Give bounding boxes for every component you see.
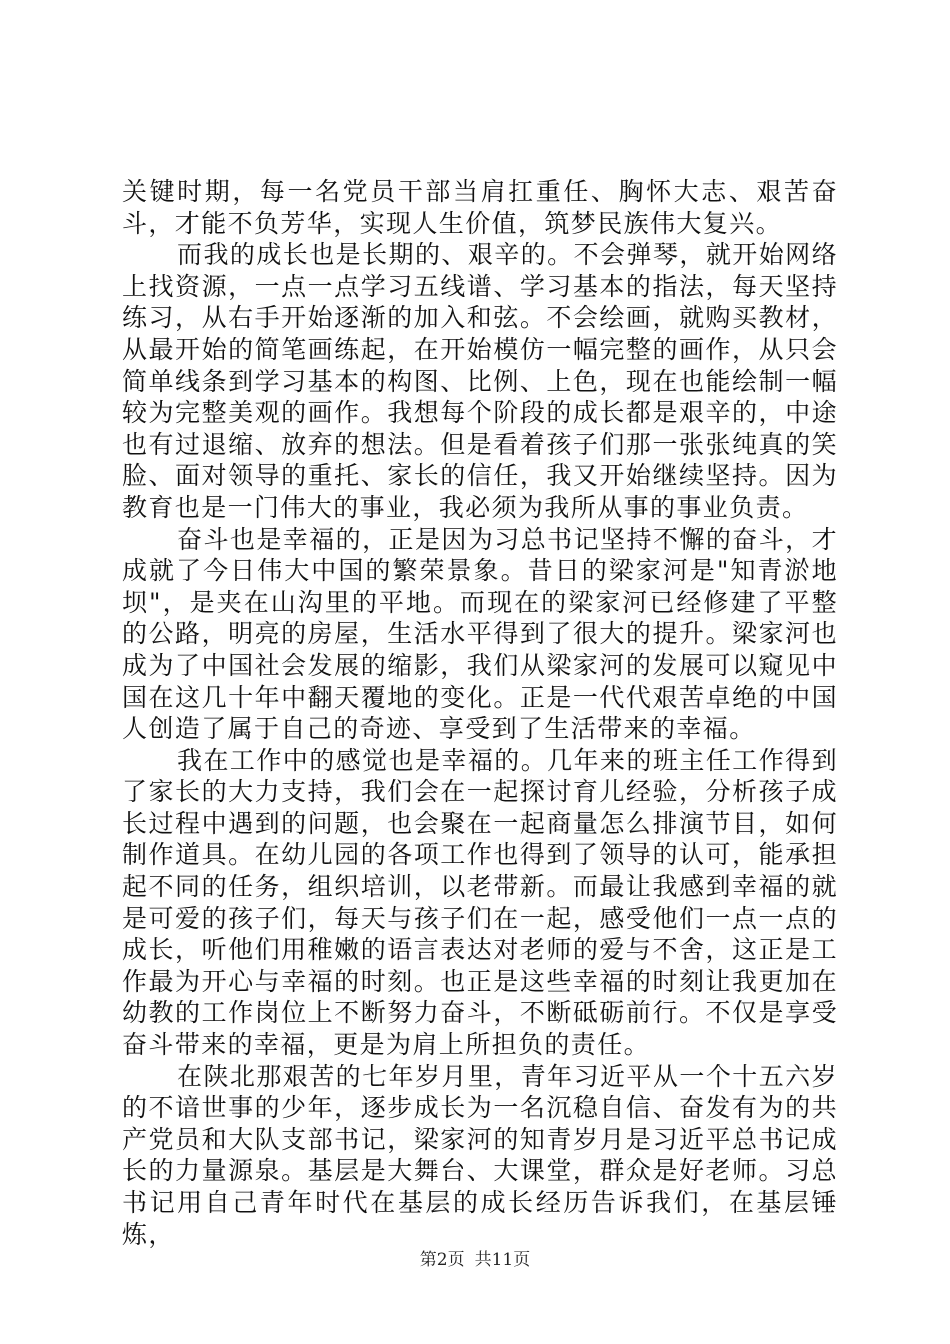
paragraph: 关键时期，每一名党员干部当肩扛重任、胸怀大志、艰苦奋斗，才能不负芳华，实现人生价值，筑梦民族伟大复兴。 [122,177,838,238]
page-number: 第2页 [419,1250,465,1270]
page-footer [0,1245,950,1270]
paragraph: 在陕北那艰苦的七年岁月里，青年习近平从一个十五六岁的不谙世事的少年，逐步成长为一名沉稳自信、奋发有为的共产党员和大队支部书记，梁家河的知青岁月是习近平总书记成长的力量源泉。基层是大舞台、大课堂，群众是好老师。习总书记用自己青年时代在基层的成长经历告诉我们，在基层锤炼， [122,1061,838,1249]
document-body [122,176,838,1250]
page-total: 共11页 [474,1250,531,1270]
paragraph: 奋斗也是幸福的，正是因为习总书记坚持不懈的奋斗，才成就了今日伟大中国的繁荣景象。昔日的梁家河是"知青淤地坝"，是夹在山沟里的平地。而现在的梁家河已经修建了平整的公路，明亮的房屋，生活水平得到了很大的提升。梁家河也成为了中国社会发展的缩影，我们从梁家河的发展可以窥见中国在这几十年中翻天覆地的变化。正是一代代艰苦卓绝的中国人创造了属于自己的奇迹、享受到了生活带来的幸福。 [122,524,838,744]
paragraph: 而我的成长也是长期的、艰辛的。不会弹琴，就开始网络上找资源，一点一点学习五线谱、学习基本的指法，每天坚持练习，从右手开始逐渐的加入和弦。不会绘画，就购买教材，从最开始的简笔画练起，在开始模仿一幅完整的画作，从只会简单线条到学习基本的构图、比例、上色，现在也能绘制一幅较为完整美观的画作。我想每个阶段的成长都是艰辛的，中途也有过退缩、放弃的想法。但是看着孩子们那一张张纯真的笑脸、面对领导的重托、家长的信任，我又开始继续坚持。因为教育也是一门伟大的事业，我必须为我所从事的事业负责。 [122,240,838,522]
paragraph: 我在工作中的感觉也是幸福的。几年来的班主任工作得到了家长的大力支持，我们会在一起探讨育儿经验，分析孩子成长过程中遇到的问题，也会聚在一起商量怎么排演节目，如何制作道具。在幼儿园的各项工作也得到了领导的认可，能承担起不同的任务，组织培训，以老带新。而最让我感到幸福的就是可爱的孩子们，每天与孩子们在一起，感受他们一点一点的成长，听他们用稚嫩的语言表达对老师的爱与不舍，这正是工作最为开心与幸福的时刻。也正是这些幸福的时刻让我更加在幼教的工作岗位上不断努力奋斗，不断砥砺前行。不仅是享受奋斗带来的幸福，更是为肩上所担负的责任。 [122,745,838,1060]
